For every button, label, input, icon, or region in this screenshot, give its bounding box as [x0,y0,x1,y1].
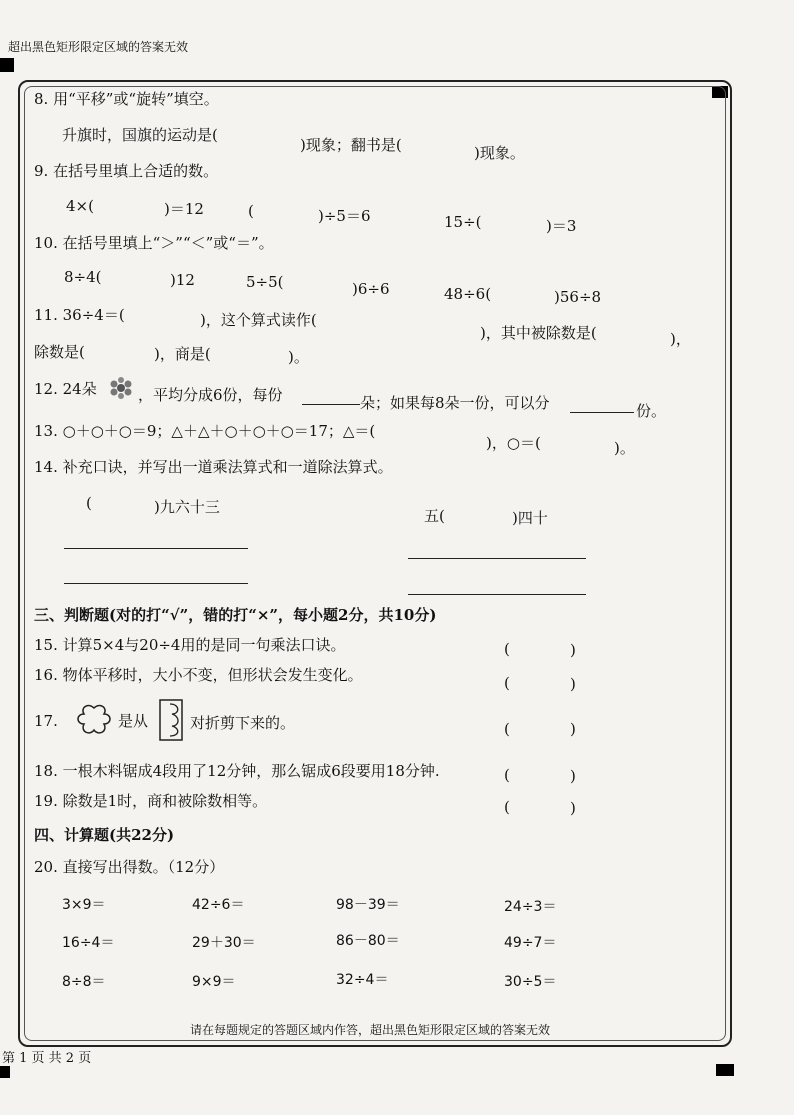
calc-item[interactable]: 86－80＝ [336,933,400,949]
q9-expr-b-left[interactable]: ( [248,202,254,220]
q20-title: 20. 直接写出得数。（12分） [34,858,225,876]
page-number: 第 1 页 共 2 页 [2,1051,92,1066]
judge-16-answer-close: ) [570,675,576,693]
q8-text-c: )现象。 [474,144,525,162]
calc-item[interactable]: 24÷3＝ [504,899,557,915]
q14-rhyme-b-left[interactable]: 五( [424,507,445,525]
q14-answer-line-1[interactable] [64,548,248,549]
judge-17-text-a: 是从 [118,712,149,730]
judge-17-answer-open[interactable]: ( [504,720,510,738]
judge-16-answer-open[interactable]: ( [504,674,510,692]
q8-text-a: 升旗时，国旗的运动是( [62,126,218,144]
q14-answer-line-3[interactable] [408,558,586,559]
q14-answer-line-2[interactable] [64,583,248,584]
q10-expr-a-left[interactable]: 8÷4( [64,268,102,286]
q10-expr-a-right: )12 [170,271,195,289]
q9-expr-a-right: )＝12 [164,200,204,218]
corner-marker-bottom-left [0,1066,10,1078]
q13-part-b: )，○＝( [486,434,541,452]
q9-expr-c-right: )＝3 [546,217,577,235]
section-4-heading: 四、计算题(共22分) [34,826,175,844]
top-warning-note: 超出黑色矩形限定区域的答案无效 [8,40,189,54]
q12-answer-blank-2[interactable] [570,412,634,413]
q12-part-a: 12. 24朵 [34,380,97,398]
q11-part-e: 除数是( [34,343,85,361]
judge-19-answer-open[interactable]: ( [504,798,510,816]
calc-item[interactable]: 29＋30＝ [192,935,256,951]
flower-bunch-icon [106,376,136,400]
q14-title: 14. 补充口诀，并写出一道乘法算式和一道除法算式。 [34,458,393,476]
q11-part-a: 11. 36÷4＝( [34,306,125,324]
q8-title: 8. 用“平移”或“旋转”填空。 [34,90,219,108]
q10-title: 10. 在括号里填上“＞”“＜”或“＝”。 [34,234,274,252]
q13-part-c: )。 [614,439,635,457]
q10-expr-b-right: )6÷6 [352,280,390,298]
calc-item[interactable]: 9×9＝ [192,974,236,990]
corner-marker-top-left [0,58,14,72]
judge-15-answer-close: ) [570,641,576,659]
judge-19-answer-close: ) [570,799,576,817]
bottom-warning-note: 请在每题规定的答题区域内作答，超出黑色矩形限定区域的答案无效 [190,1023,551,1037]
calc-item[interactable]: 49÷7＝ [504,935,557,951]
q10-expr-c-right: )56÷8 [554,288,602,306]
judge-16-text: 16. 物体平移时，大小不变，但形状会发生变化。 [34,666,363,684]
q14-rhyme-a-right: )九六十三 [154,498,220,516]
q11-part-c: )，其中被除数是( [480,324,597,342]
q12-part-d: 份。 [636,402,667,420]
q9-expr-a-left[interactable]: 4×( [66,197,94,215]
q12-answer-blank-1[interactable] [302,404,360,405]
judge-17-number: 17. [34,712,58,730]
q11-part-g: )。 [288,348,309,366]
q14-answer-line-4[interactable] [408,594,586,595]
q14-rhyme-b-right: )四十 [512,509,548,527]
q12-part-c: 朵；如果每8朵一份，可以分 [360,394,550,412]
q8-text-b: )现象；翻书是( [300,136,402,154]
calc-item[interactable]: 16÷4＝ [62,935,115,951]
q13-part-a: 13. ○＋○＋○＝9；△＋△＋○＋○＋○＝17；△＝( [34,422,376,440]
judge-18-answer-close: ) [570,767,576,785]
calc-item[interactable]: 8÷8＝ [62,974,106,990]
q10-expr-c-left[interactable]: 48÷6( [444,285,492,303]
judge-19-text: 19. 除数是1时，商和被除数相等。 [34,792,268,810]
calc-item[interactable]: 42÷6＝ [192,897,245,913]
calc-item[interactable]: 3×9＝ [62,897,106,913]
judge-18-answer-open[interactable]: ( [504,766,510,784]
folded-paper-icon [158,698,186,742]
q11-part-d: )， [670,330,691,348]
q10-expr-b-left[interactable]: 5÷5( [246,273,284,291]
q9-title: 9. 在括号里填上合适的数。 [34,162,219,180]
q9-expr-c-left[interactable]: 15÷( [444,213,482,231]
q12-part-b: ，平均分成6份，每份 [138,386,283,404]
calc-item[interactable]: 32÷4＝ [336,972,389,988]
q11-part-f: )，商是( [154,345,211,363]
section-3-heading: 三、判断题(对的打“√”，错的打“×”，每小题2分，共10分) [34,606,437,624]
judge-17-text-b: 对折剪下来的。 [190,714,296,732]
judge-17-answer-close: ) [570,720,576,738]
q14-rhyme-a-left[interactable]: ( [86,494,92,512]
flower-cutout-icon [74,702,114,738]
calc-item[interactable]: 98－39＝ [336,897,400,913]
calc-item[interactable]: 30÷5＝ [504,974,557,990]
judge-15-answer-open[interactable]: ( [504,640,510,658]
judge-18-text: 18. 一根木料锯成4段用了12分钟，那么锯成6段要用18分钟. [34,762,440,780]
q9-expr-b-right: )÷5＝6 [318,207,371,225]
corner-marker-bottom-right [716,1064,734,1076]
judge-15-text: 15. 计算5×4与20÷4用的是同一句乘法口诀。 [34,636,346,654]
q11-part-b: )，这个算式读作( [200,311,317,329]
